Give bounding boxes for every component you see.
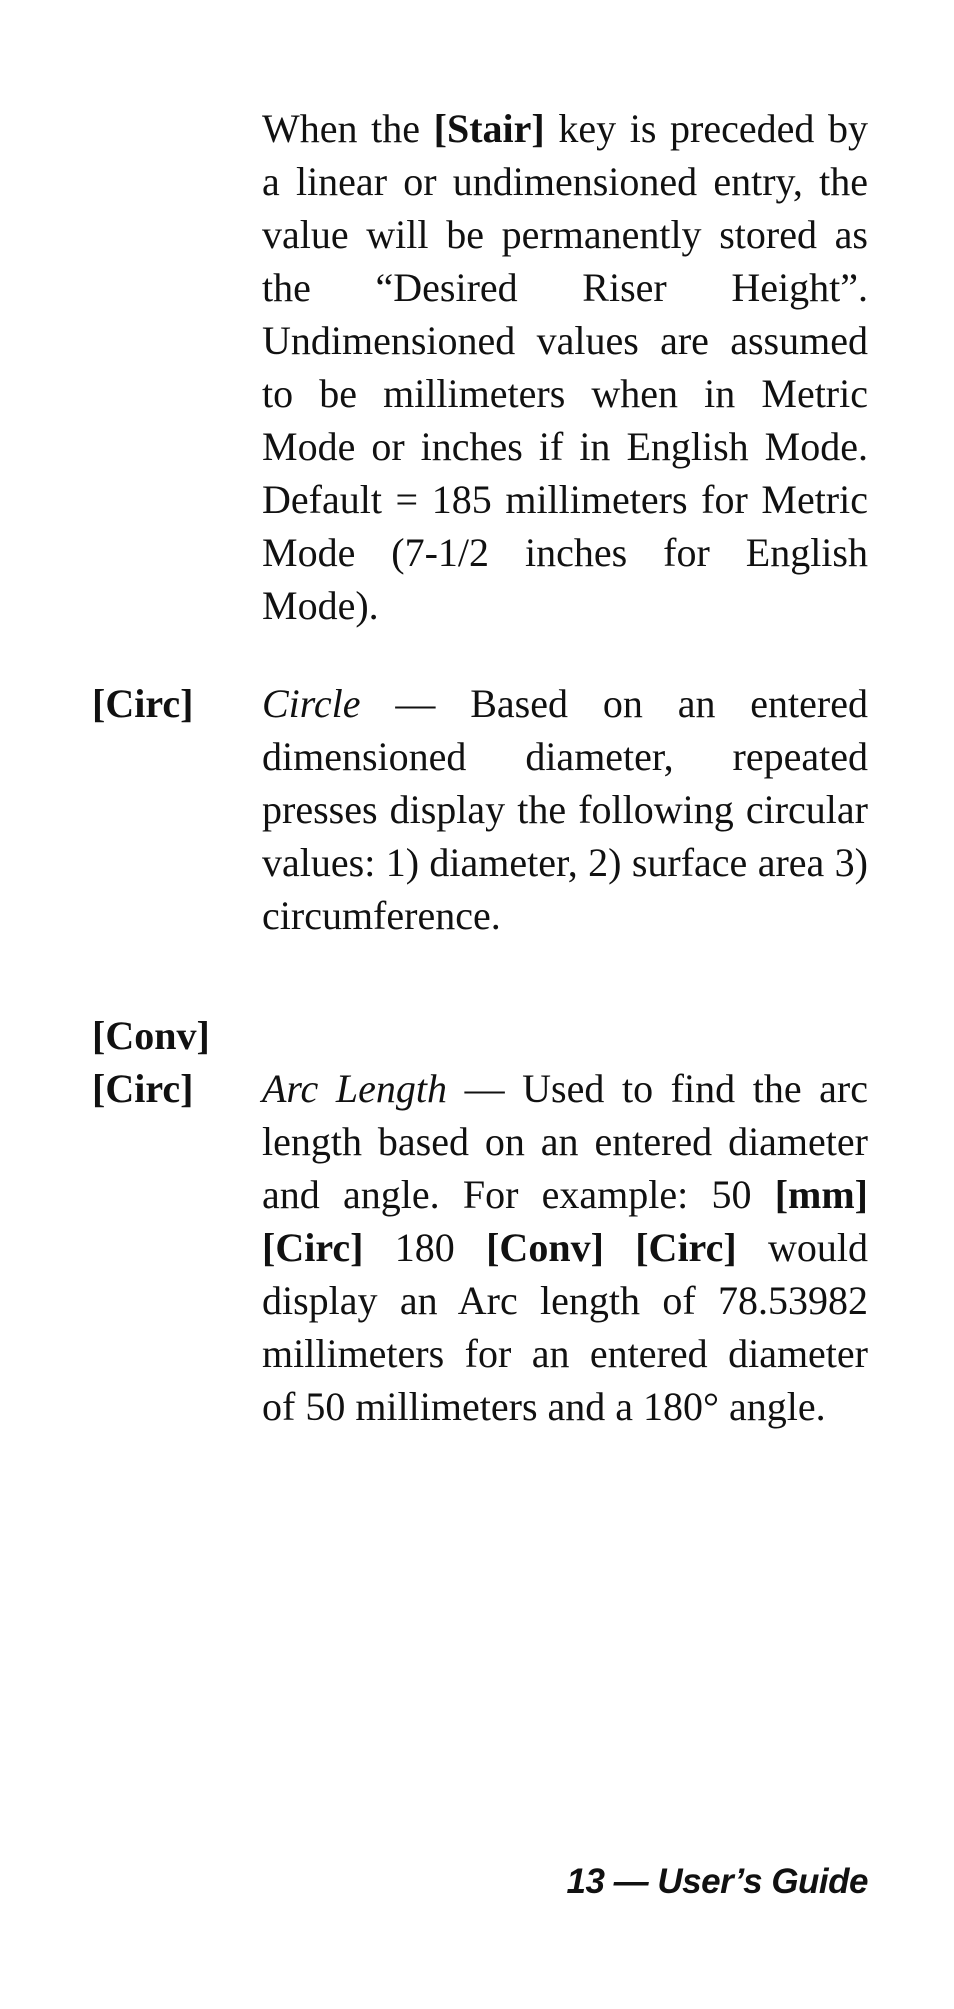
arc-length-paragraph bbox=[262, 1062, 868, 1433]
stair-key: [Stair] bbox=[433, 106, 545, 151]
stair-text-1: When the bbox=[262, 106, 434, 151]
stair-text-2: key is preceded by a linear or undimensioned entry, the value will be permanently stored as the “Desired Riser Height”. Undimensioned values are assumed to be millimeters when in Metric Mode or inches if in English Mode. Default = 185 millimeters for Metric Mode (7-1/2 inches for English Mode). bbox=[262, 106, 868, 628]
arc-description-1: — Used to find the arc length based on an entered diameter and angle. For example: 50 bbox=[262, 1066, 868, 1217]
conv-key-label: [Conv] bbox=[92, 1013, 210, 1058]
conv-key-inline: [Conv] bbox=[486, 1225, 604, 1270]
stair-paragraph bbox=[262, 102, 868, 632]
circ-key-inline-1: [Circ] bbox=[262, 1225, 364, 1270]
circ-paragraph bbox=[262, 677, 868, 942]
arc-description-3: would display an Arc length of 78.53982 millimeters for an entered diameter of 50 millimeters and a 180° angle. bbox=[262, 1225, 869, 1429]
circ-key-inline-2: [Circ] bbox=[635, 1225, 737, 1270]
arc-space-2 bbox=[604, 1225, 635, 1270]
circle-description: — Based on an entered dimensioned diameter, repeated presses display the following circular values: 1) diameter, 2) surface area 3) circumference. bbox=[262, 681, 868, 938]
arc-length-term: Arc Length bbox=[262, 1066, 447, 1111]
circ-key-label-2: [Circ] bbox=[92, 1066, 194, 1111]
mm-key: [mm] bbox=[774, 1172, 868, 1217]
arc-description-2: 180 bbox=[363, 1225, 487, 1270]
circ-key-label: [Circ] bbox=[92, 681, 194, 726]
circle-term: Circle bbox=[262, 681, 361, 726]
page-footer: 13 — User’s Guide bbox=[566, 1862, 868, 1901]
